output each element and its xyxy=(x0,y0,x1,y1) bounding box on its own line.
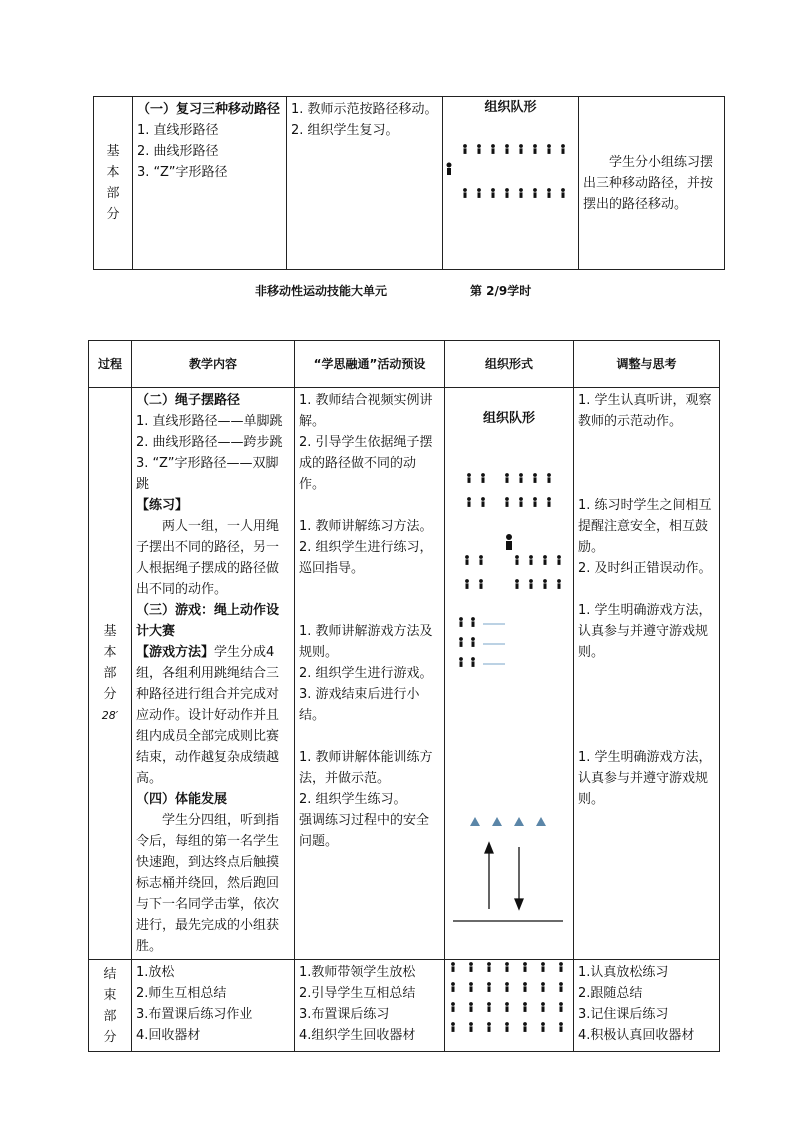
end-formation-diagram xyxy=(445,960,574,1044)
lesson-number: 第 2/9学时 xyxy=(470,284,532,298)
student-figure-icon xyxy=(467,473,471,483)
student-figure-icon xyxy=(505,497,509,507)
teacher-item: 1. 教师示范按路径移动。 xyxy=(291,102,438,117)
student-figure-icon xyxy=(491,144,495,154)
reflection-item: 1. 学生明确游戏方法，认真参与并遵守游戏规则。 xyxy=(578,750,712,807)
student-figure-icon xyxy=(541,1002,545,1012)
student-figure-icon xyxy=(529,579,533,589)
content-item: 2. 曲线形路径——跨步跳 xyxy=(136,435,283,450)
reflection-item: 1. 练习时学生之间相互提醒注意安全，相互鼓励。 xyxy=(578,498,712,555)
cone-icon xyxy=(470,817,480,826)
student-figure-icon xyxy=(559,1002,563,1012)
game-description xyxy=(136,642,290,789)
content-item: 1. 直线形路径——单脚跳 xyxy=(136,414,283,429)
student-figure-icon xyxy=(557,579,561,589)
student-figure-icon xyxy=(487,1022,491,1032)
student-figure-icon xyxy=(547,144,551,154)
stage-cell xyxy=(89,960,132,1052)
practice-label: 【练习】 xyxy=(136,498,189,513)
formation-diagrams xyxy=(445,429,574,929)
unit-subtitle xyxy=(93,280,724,302)
student-figure-icon xyxy=(451,1002,455,1012)
reflection-item: 2.跟随总结 xyxy=(578,986,643,1001)
org-cell xyxy=(445,388,574,960)
student-figure-icon xyxy=(469,982,473,992)
org-title: 组织队形 xyxy=(484,100,537,115)
student-figure-icon xyxy=(487,1002,491,1012)
student-figure-icon xyxy=(515,555,519,565)
content-item: 1. 直线形路径 xyxy=(137,123,219,138)
student-figure-icon xyxy=(469,1022,473,1032)
student-figure-icon xyxy=(519,497,523,507)
reflection-item: 1.认真放松练习 xyxy=(578,965,669,980)
content-item: 2.师生互相总结 xyxy=(136,986,227,1001)
student-text: 学生分小组练习摆出三种移动路径，并按摆出的路径移动。 xyxy=(583,154,714,212)
duration: 28′ xyxy=(101,709,119,722)
activity-item: 2. 组织学生进行游戏。 xyxy=(299,666,433,681)
content-cell xyxy=(132,960,295,1052)
content-item: 4.回收器材 xyxy=(136,1028,201,1043)
student-figure-icon xyxy=(523,982,527,992)
student-figure-icon xyxy=(557,555,561,565)
student-figure-icon xyxy=(491,188,495,198)
student-figure-icon xyxy=(559,962,563,972)
student-figure-icon xyxy=(477,188,481,198)
student-figure-icon xyxy=(533,473,537,483)
content-cell xyxy=(132,388,295,960)
main-lesson-table xyxy=(88,340,720,1052)
org-title: 组织队形 xyxy=(482,411,535,426)
teacher-figure-icon xyxy=(447,163,452,176)
student-figure-icon xyxy=(481,473,485,483)
top-lesson-table xyxy=(93,96,725,270)
header-cell: 过程 xyxy=(89,341,132,388)
section-title: （四）体能发展 xyxy=(136,792,228,807)
content-item: 1.放松 xyxy=(136,965,175,980)
header-cell: 调整与思考 xyxy=(574,341,720,388)
student-figure-icon xyxy=(463,144,467,154)
cone-icon xyxy=(536,817,546,826)
activity-item: 4.组织学生回收器材 xyxy=(299,1028,416,1043)
teacher-cell xyxy=(287,97,443,270)
student-figure-icon xyxy=(467,497,471,507)
student-figure-icon xyxy=(451,1022,455,1032)
student-figure-icon xyxy=(547,188,551,198)
student-figure-icon xyxy=(519,473,523,483)
student-figure-icon xyxy=(505,962,509,972)
reflection-item: 4.积极认真回收器材 xyxy=(578,1028,695,1043)
student-figure-icon xyxy=(465,579,469,589)
activity-item: 1. 教师讲解练习方法。 xyxy=(299,519,433,534)
content-item: 3. “Z”字形路径 xyxy=(137,165,228,180)
section-title: （三）游戏：绳上动作设计大赛 xyxy=(136,603,280,639)
activity-cell xyxy=(295,960,445,1052)
student-figure-icon xyxy=(543,579,547,589)
activity-item: 3. 游戏结束后进行小结。 xyxy=(299,687,420,723)
org-cell xyxy=(443,97,579,270)
student-figure-icon xyxy=(559,1022,563,1032)
student-figure-icon xyxy=(533,497,537,507)
student-figure-icon xyxy=(541,982,545,992)
unit-title: 非移动性运动技能大单元 xyxy=(255,284,388,298)
formation-diagram xyxy=(443,118,579,258)
student-figure-icon xyxy=(529,555,533,565)
fitness-text: 学生分四组，听到指令后，每组的第一名学生快速跑，到达终点后触摸标志桶并绕回，然后跑回与下一名同学击掌，依次进行，最先完成的小组获胜。 xyxy=(136,813,280,954)
student-figure-icon xyxy=(523,1022,527,1032)
section-title: （二）绳子摆路径 xyxy=(136,393,241,408)
practice-text: 两人一组，一人用绳子摆出不同的路径，另一人根据绳子摆成的路径做出不同的动作。 xyxy=(136,519,280,597)
student-figure-icon xyxy=(541,962,545,972)
student-figure-icon xyxy=(465,555,469,565)
activity-item: 1. 教师讲解游戏方法及规则。 xyxy=(299,624,433,660)
student-cell xyxy=(579,97,725,270)
activity-item: 2. 组织学生进行练习，巡回指导。 xyxy=(299,540,433,576)
activity-item: 2. 引导学生依据绳子摆成的路径做不同的动作。 xyxy=(299,435,433,492)
student-figure-icon xyxy=(533,144,537,154)
basic-row xyxy=(89,388,720,960)
student-figure-icon xyxy=(541,1022,545,1032)
cone-icon xyxy=(514,817,524,826)
student-figure-icon xyxy=(487,982,491,992)
run-arrows xyxy=(485,843,523,909)
student-figure-icon xyxy=(505,982,509,992)
reflection-cell xyxy=(574,960,720,1052)
activity-item: 1. 教师结合视频实例讲解。 xyxy=(299,393,433,429)
header-row xyxy=(89,341,720,388)
student-figure-icon xyxy=(533,188,537,198)
reflection-cell xyxy=(574,388,720,960)
student-figure-icon xyxy=(471,657,475,667)
activity-cell xyxy=(295,388,445,960)
student-figure-icon xyxy=(505,1022,509,1032)
teacher-item: 2. 组织学生复习。 xyxy=(291,123,399,138)
student-figure-icon xyxy=(451,962,455,972)
header-cell: “学思融通”活动预设 xyxy=(295,341,445,388)
activity-item: 3.布置课后练习 xyxy=(299,1007,390,1022)
teacher-figure-icon xyxy=(506,534,512,550)
stage-cell xyxy=(89,388,132,960)
reflection-item: 1. 学生明确游戏方法，认真参与并遵守游戏规则。 xyxy=(578,603,712,660)
end-row xyxy=(89,960,720,1052)
header-cell: 组织形式 xyxy=(445,341,574,388)
student-figure-icon xyxy=(505,1002,509,1012)
student-figure-icon xyxy=(481,497,485,507)
student-figure-icon xyxy=(471,617,475,627)
student-figure-icon xyxy=(479,555,483,565)
student-figure-icon xyxy=(519,144,523,154)
stage-label: 结束部分 xyxy=(103,966,117,1045)
student-figure-icon xyxy=(463,188,467,198)
header-cell: 教学内容 xyxy=(132,341,295,388)
student-figure-icon xyxy=(459,657,463,667)
student-figure-icon xyxy=(459,637,463,647)
stage-label: 基本部分 xyxy=(106,144,120,222)
student-figure-icon xyxy=(469,1002,473,1012)
student-figure-icon xyxy=(523,1002,527,1012)
stage-label: 基本部分 xyxy=(103,624,117,702)
activity-item: 2.引导学生互相总结 xyxy=(299,986,416,1001)
student-figure-icon xyxy=(515,579,519,589)
student-figure-icon xyxy=(523,962,527,972)
student-figure-icon xyxy=(547,473,551,483)
student-figure-icon xyxy=(519,188,523,198)
student-figure-icon xyxy=(547,497,551,507)
student-figure-icon xyxy=(471,637,475,647)
org-cell xyxy=(445,960,574,1052)
student-figure-icon xyxy=(559,982,563,992)
student-figure-icon xyxy=(561,144,565,154)
student-figure-icon xyxy=(477,144,481,154)
content-item: 2. 曲线形路径 xyxy=(137,144,219,159)
student-figure-icon xyxy=(469,962,473,972)
student-figure-icon xyxy=(505,144,509,154)
content-item: 3.布置课后练习作业 xyxy=(136,1007,253,1022)
student-figure-icon xyxy=(487,962,491,972)
student-figure-icon xyxy=(561,188,565,198)
activity-item: 1. 教师讲解体能训练方法，并做示范。 xyxy=(299,750,433,786)
activity-item: 1.教师带领学生放松 xyxy=(299,965,416,980)
student-figure-icon xyxy=(459,617,463,627)
reflection-item: 3.记住课后练习 xyxy=(578,1007,669,1022)
content-title: （一）复习三种移动路径 xyxy=(137,102,281,117)
student-figure-icon xyxy=(505,473,509,483)
stage-cell xyxy=(94,97,133,270)
student-figure-icon xyxy=(543,555,547,565)
cone-icon xyxy=(492,817,502,826)
content-cell xyxy=(133,97,287,270)
student-figure-icon xyxy=(451,982,455,992)
activity-item: 强调练习过程中的安全问题。 xyxy=(299,813,430,849)
content-item: 3. “Z”字形路径——双脚跳 xyxy=(136,456,279,492)
activity-item: 2. 组织学生练习。 xyxy=(299,792,407,807)
student-figure-icon xyxy=(505,188,509,198)
game-text: 学生分成4组，各组利用跳绳结合三种路径进行组合并完成对应动作。设计好动作并且组内成员全部完成则比赛结束，动作越复杂成绩越高。 xyxy=(136,645,280,786)
reflection-item: 1. 学生认真听讲，观察教师的示范动作。 xyxy=(578,393,712,429)
game-label: 【游戏方法】 xyxy=(136,645,215,660)
reflection-item: 2. 及时纠正错误动作。 xyxy=(578,561,712,576)
student-figure-icon xyxy=(479,579,483,589)
